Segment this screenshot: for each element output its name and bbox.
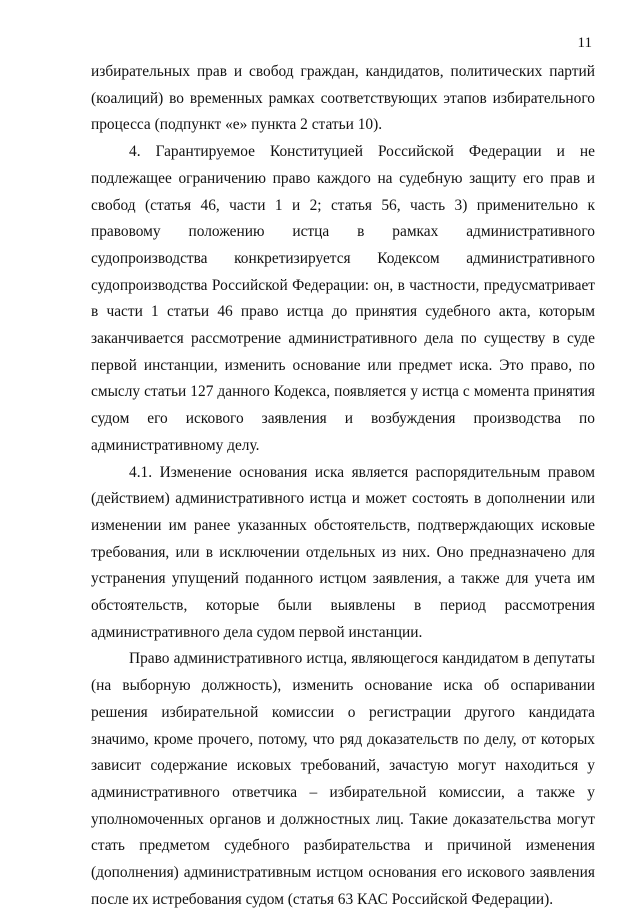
paragraph-continuation: избирательных прав и свобод граждан, кандидатов, политических партий (коалиций) во временных рамках соответствующих этапов избирательного процесса (подпункт «е» пункта 2 статьи 10). xyxy=(91,63,595,134)
paragraph-section-4: 4. Гарантируемое Конституцией Российской Федерации и не подлежащее ограничению право каждого на судебную защиту его прав и свобод (статья 46, части 1 и 2; статья 56, часть 3) применительно к правовому положению истца в рамках административного судопроизводства конкретизируется Кодексом административного судопроизводства Российской Федерации: он, в частности, предусматривает в части 1 статьи 46 право истца до принятия судебного акта, которым заканчивается рассмотрение административного дела по существу в суде первой инстанции, изменить основание или предмет иска. Это право, по смыслу статьи 127 данного Кодекса, появляется у истца с момента принятия судом его искового заявления и возбуждения производства по административному делу. xyxy=(91,143,595,454)
paragraph-section-4-1: 4.1. Изменение основания иска является распорядительным правом (действием) административного истца и может состоять в дополнении или изменении им ранее указанных обстоятельств, подтверждающих исковые требования, или в исключении отдельных из них. Оно предназначено для устранения упущений поданного истцом заявления, а также для учета им обстоятельств, которые были выявлены в период рассмотрения административного дела судом первой инстанции. xyxy=(91,463,595,641)
paragraph-candidate-right: Право административного истца, являющегося кандидатом в депутаты (на выборную должность), изменить основание иска об оспаривании решения избирательной комиссии о регистрации другого кандидата значимо, кроме прочего, потому, что ряд доказательств по делу, от которых зависит содержание исковых требований, зачастую могут находиться у административного ответчика – избирательной комиссии, а также у уполномоченных органов и должностных лиц. Такие доказательства могут стать предметом судебного разбирательства и причиной изменения (дополнения) административным истцом основания его искового заявления после их истребования судом (статья 63 КАС Российской Федерации). xyxy=(91,650,595,908)
page-number: 11 xyxy=(577,35,592,51)
document-body xyxy=(91,59,595,914)
